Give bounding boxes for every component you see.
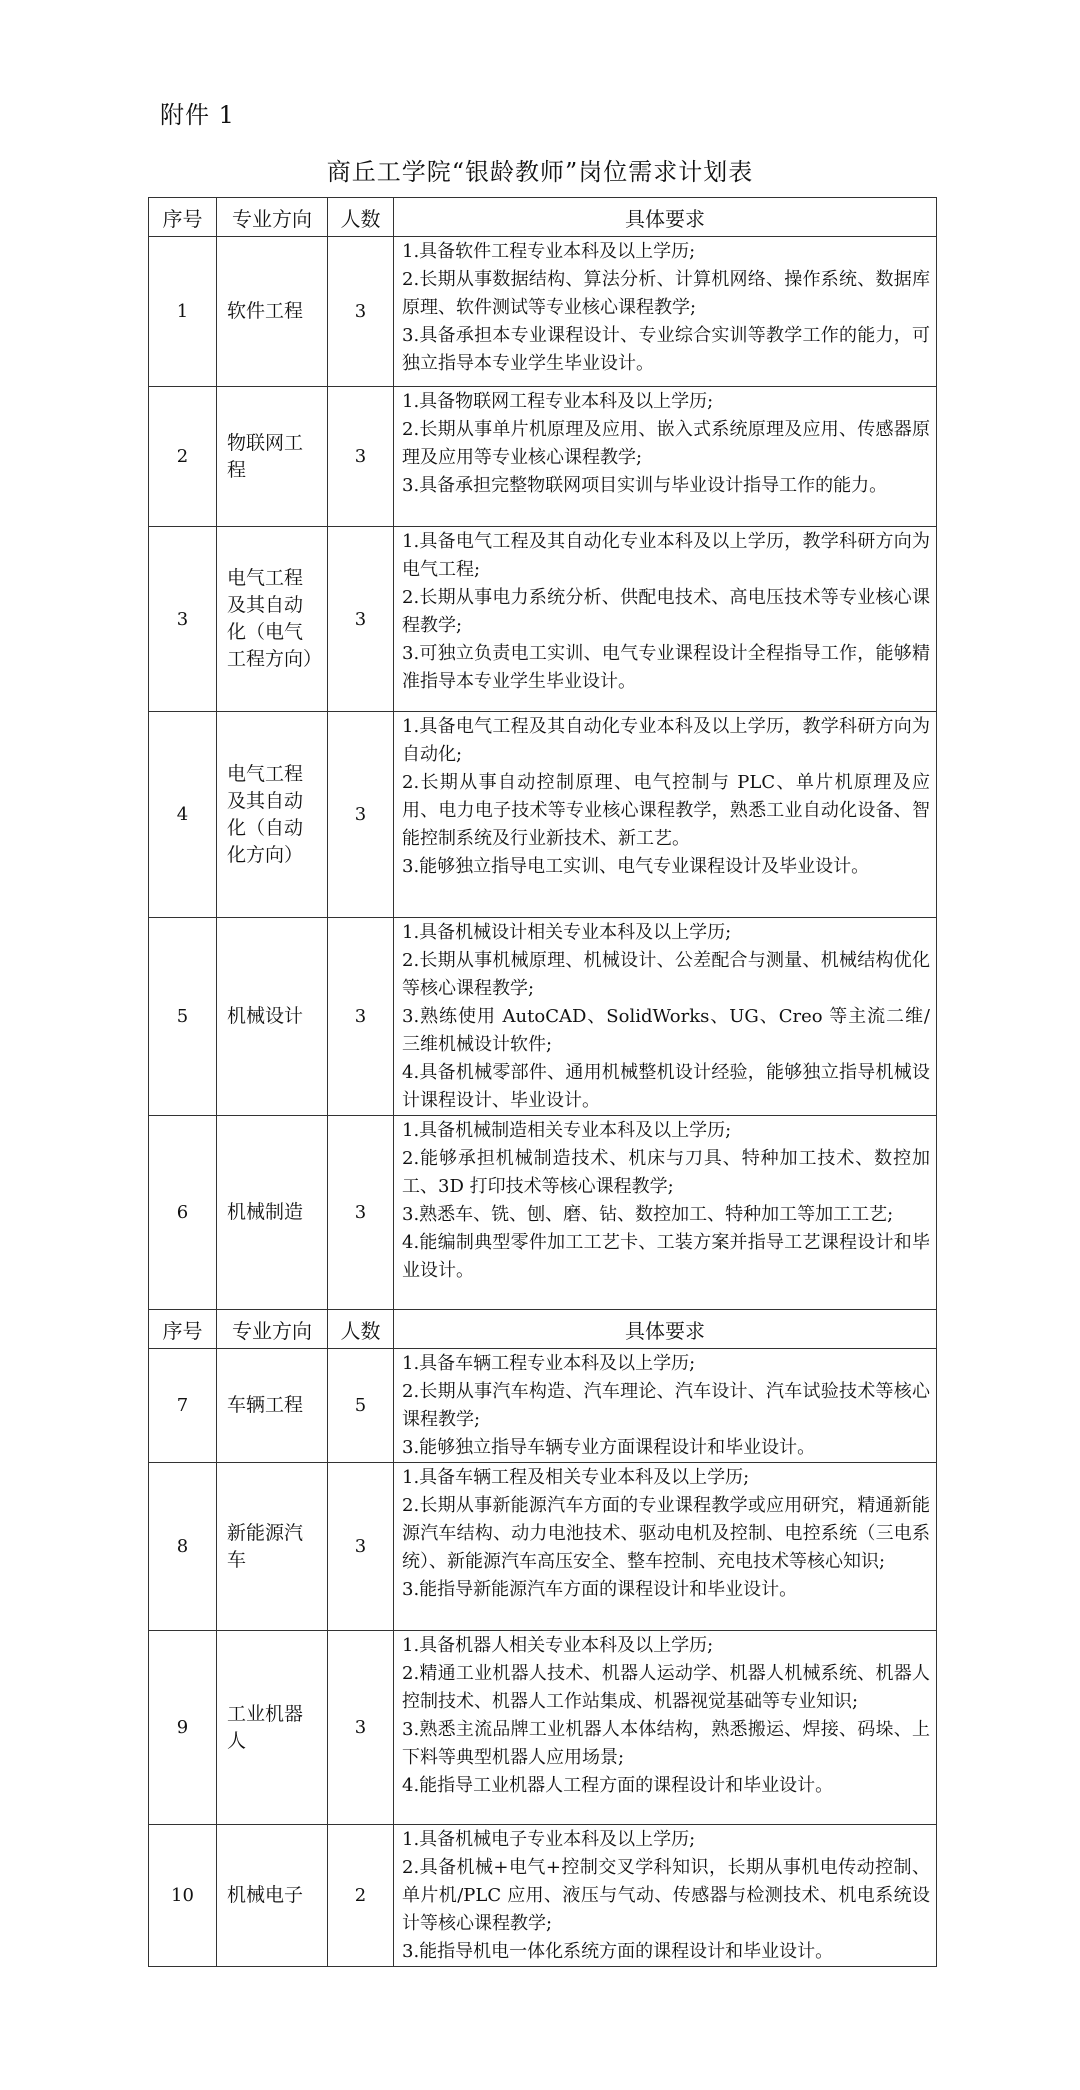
row-number: 7 <box>149 1349 217 1463</box>
requirement-item: 2.能够承担机械制造技术、机床与刀具、特种加工技术、数控加工、3D 打印技术等核心课程教学; <box>402 1148 930 1197</box>
requirements-cell <box>394 1825 937 1967</box>
table-row <box>149 918 937 1116</box>
requirement-item: 4.能编制典型零件加工工艺卡、工装方案并指导工艺课程设计和毕业设计。 <box>402 1232 930 1281</box>
header-cell: 具体要求 <box>394 198 937 237</box>
table-row <box>149 237 937 387</box>
table-header-row <box>149 198 937 237</box>
row-number: 1 <box>149 237 217 387</box>
requirement-item: 3.能指导新能源汽车方面的课程设计和毕业设计。 <box>402 1579 798 1600</box>
attachment-label: 附件 1 <box>160 101 235 129</box>
header-cell: 具体要求 <box>394 1310 937 1349</box>
table-row <box>149 1349 937 1463</box>
major-name: 电气工程及其自动化（电气工程方向） <box>217 527 328 712</box>
requirement-item: 1.具备物联网工程专业本科及以上学历; <box>402 391 714 412</box>
requirement-item: 2.长期从事新能源汽车方面的专业课程教学或应用研究，精通新能源汽车结构、动力电池技术、驱动电机及控制、电控系统（三电系统）、新能源汽车高压安全、整车控制、充电技术等核心知识; <box>402 1495 930 1572</box>
headcount: 3 <box>328 712 394 918</box>
requirement-item: 2.长期从事单片机原理及应用、嵌入式系统原理及应用、传感器原理及应用等专业核心课程教学; <box>402 419 930 468</box>
headcount: 3 <box>328 918 394 1116</box>
row-number: 3 <box>149 527 217 712</box>
requirement-item: 1.具备机械电子专业本科及以上学历; <box>402 1829 696 1850</box>
requirement-item: 1.具备车辆工程及相关专业本科及以上学历; <box>402 1467 750 1488</box>
requirements-cell <box>394 1116 937 1310</box>
headcount: 3 <box>328 237 394 387</box>
row-number: 2 <box>149 387 217 527</box>
requirements-cell <box>394 1349 937 1463</box>
requirements-cell <box>394 918 937 1116</box>
requirements-cell <box>394 1631 937 1825</box>
requirement-item: 2.长期从事数据结构、算法分析、计算机网络、操作系统、数据库原理、软件测试等专业核心课程教学; <box>402 269 930 318</box>
requirement-item: 3.能够独立指导电工实训、电气专业课程设计及毕业设计。 <box>402 856 870 877</box>
requirement-item: 2.长期从事电力系统分析、供配电技术、高电压技术等专业核心课程教学; <box>402 587 930 636</box>
requirements-cell <box>394 527 937 712</box>
major-name: 电气工程及其自动化（自动化方向） <box>217 712 328 918</box>
major-name: 机械电子 <box>217 1825 328 1967</box>
requirement-item: 2.精通工业机器人技术、机器人运动学、机器人机械系统、机器人控制技术、机器人工作站集成、机器视觉基础等专业知识; <box>402 1663 930 1712</box>
requirements-cell <box>394 387 937 527</box>
headcount: 5 <box>328 1349 394 1463</box>
requirement-item: 3.熟悉车、铣、刨、磨、钻、数控加工、特种加工等加工工艺; <box>402 1204 894 1225</box>
requirement-item: 3.具备承担本专业课程设计、专业综合实训等教学工作的能力，可独立指导本专业学生毕业设计。 <box>402 325 930 374</box>
header-cell: 序号 <box>149 1310 217 1349</box>
headcount: 3 <box>328 1631 394 1825</box>
requirement-item: 1.具备机械设计相关专业本科及以上学历; <box>402 922 732 943</box>
table-row <box>149 712 937 918</box>
table-row <box>149 387 937 527</box>
requirement-item: 3.熟练使用 AutoCAD、SolidWorks、UG、Creo 等主流二维/三维机械设计软件; <box>402 1006 930 1055</box>
major-name: 软件工程 <box>217 237 328 387</box>
requirement-item: 1.具备电气工程及其自动化专业本科及以上学历，教学科研方向为电气工程; <box>402 531 930 580</box>
table-row <box>149 1631 937 1825</box>
headcount: 3 <box>328 1116 394 1310</box>
header-cell: 专业方向 <box>217 1310 328 1349</box>
requirement-item: 1.具备车辆工程专业本科及以上学历; <box>402 1353 696 1374</box>
major-name: 工业机器人 <box>217 1631 328 1825</box>
requirement-item: 4.具备机械零部件、通用机械整机设计经验，能够独立指导机械设计课程设计、毕业设计。 <box>402 1062 930 1111</box>
requirement-item: 4.能指导工业机器人工程方面的课程设计和毕业设计。 <box>402 1775 834 1796</box>
requirement-item: 1.具备软件工程专业本科及以上学历; <box>402 241 696 262</box>
headcount: 3 <box>328 387 394 527</box>
row-number: 9 <box>149 1631 217 1825</box>
requirement-item: 3.可独立负责电工实训、电气专业课程设计全程指导工作，能够精准指导本专业学生毕业设计。 <box>402 643 930 692</box>
requirement-item: 2.具备机械+电气+控制交叉学科知识，长期从事机电传动控制、单片机/PLC 应用、液压与气动、传感器与检测技术、机电系统设计等核心课程教学; <box>402 1857 930 1934</box>
requirement-item: 3.能指导机电一体化系统方面的课程设计和毕业设计。 <box>402 1941 834 1962</box>
requirement-item: 3.熟悉主流品牌工业机器人本体结构，熟悉搬运、焊接、码垛、上下料等典型机器人应用场景; <box>402 1719 930 1768</box>
requirements-cell <box>394 237 937 387</box>
requirements-table <box>148 197 937 1967</box>
major-name: 机械制造 <box>217 1116 328 1310</box>
requirement-item: 2.长期从事机械原理、机械设计、公差配合与测量、机械结构优化等核心课程教学; <box>402 950 930 999</box>
requirement-item: 1.具备电气工程及其自动化专业本科及以上学历，教学科研方向为自动化; <box>402 716 930 765</box>
row-number: 10 <box>149 1825 217 1967</box>
major-name: 新能源汽车 <box>217 1463 328 1631</box>
headcount: 3 <box>328 1463 394 1631</box>
requirement-item: 2.长期从事汽车构造、汽车理论、汽车设计、汽车试验技术等核心课程教学; <box>402 1381 930 1430</box>
requirement-item: 1.具备机器人相关专业本科及以上学历; <box>402 1635 714 1656</box>
table-row <box>149 527 937 712</box>
header-cell: 专业方向 <box>217 198 328 237</box>
row-number: 8 <box>149 1463 217 1631</box>
table-row <box>149 1116 937 1310</box>
table-row <box>149 1463 937 1631</box>
major-name: 物联网工程 <box>217 387 328 527</box>
requirements-cell <box>394 1463 937 1631</box>
major-name: 车辆工程 <box>217 1349 328 1463</box>
requirement-item: 3.能够独立指导车辆专业方面课程设计和毕业设计。 <box>402 1437 816 1458</box>
row-number: 4 <box>149 712 217 918</box>
requirements-cell <box>394 712 937 918</box>
major-name: 机械设计 <box>217 918 328 1116</box>
header-cell: 序号 <box>149 198 217 237</box>
row-number: 6 <box>149 1116 217 1310</box>
headcount: 2 <box>328 1825 394 1967</box>
requirement-item: 2.长期从事自动控制原理、电气控制与 PLC、单片机原理及应用、电力电子技术等专业核心课程教学，熟悉工业自动化设备、智能控制系统及行业新技术、新工艺。 <box>402 772 930 849</box>
requirement-item: 1.具备机械制造相关专业本科及以上学历; <box>402 1120 732 1141</box>
row-number: 5 <box>149 918 217 1116</box>
header-cell: 人数 <box>328 1310 394 1349</box>
header-cell: 人数 <box>328 198 394 237</box>
table-row <box>149 1825 937 1967</box>
table-header-row <box>149 1310 937 1349</box>
headcount: 3 <box>328 527 394 712</box>
requirement-item: 3.具备承担完整物联网项目实训与毕业设计指导工作的能力。 <box>402 475 888 496</box>
document-title: 商丘工学院“银龄教师”岗位需求计划表 <box>326 158 754 186</box>
